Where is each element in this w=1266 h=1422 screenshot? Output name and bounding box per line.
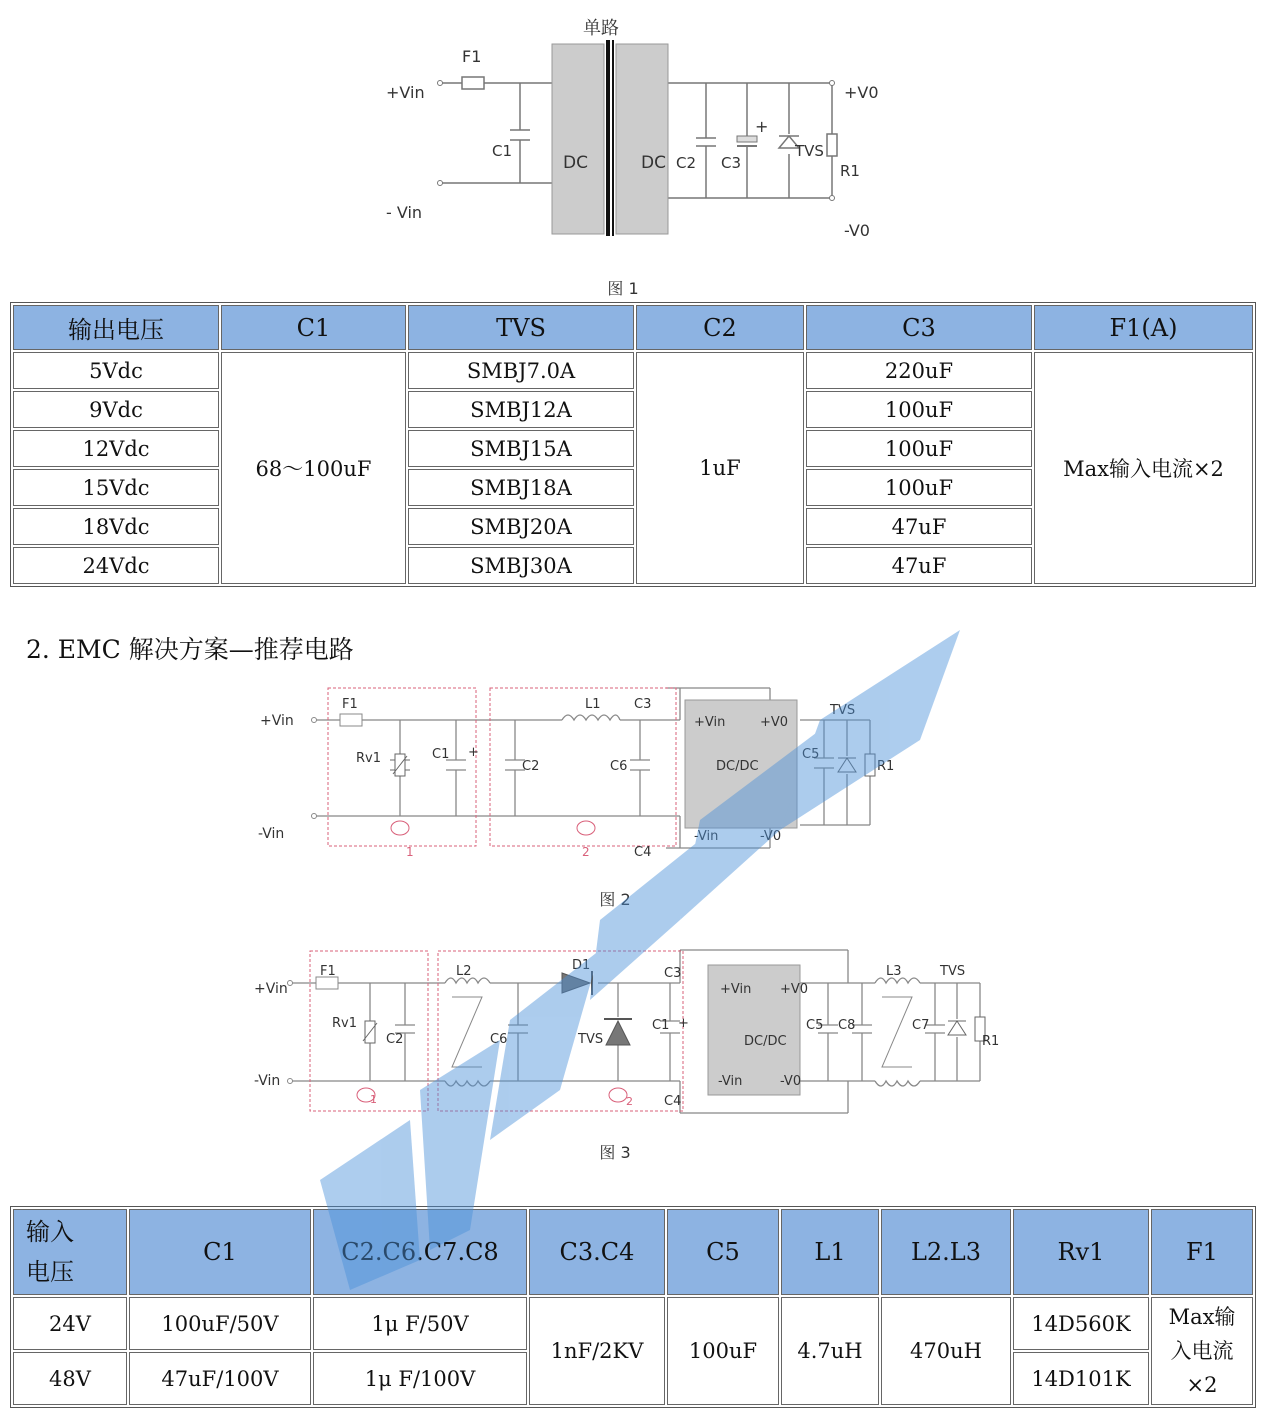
fig3-c4: C4: [664, 1094, 682, 1109]
table2-header-c5: C5: [667, 1209, 779, 1295]
table2-header-rv1: Rv1: [1013, 1209, 1149, 1295]
table1-tvs-cell: SMBJ18A: [408, 469, 634, 506]
table2-voltage-cell: 48V: [13, 1352, 127, 1405]
fig2-c1-plus: +: [468, 745, 479, 760]
fig1-vin-plus-label: +Vin: [386, 83, 425, 102]
table1-c3-cell: 100uF: [806, 469, 1032, 506]
table1-header-tvs: TVS: [408, 305, 634, 350]
table2-voltage-cell: 24V: [13, 1297, 127, 1350]
table1-voltage-cell: 18Vdc: [13, 508, 219, 545]
output-parameter-table: [10, 302, 1256, 587]
table2-rv1-cell: 14D560K: [1013, 1297, 1149, 1350]
figure1-schematic: [370, 10, 890, 250]
table1-voltage-cell: 12Vdc: [13, 430, 219, 467]
fig3-c8: C8: [838, 1018, 856, 1033]
fig3-block2-label: 2: [626, 1095, 633, 1108]
fig2-c1: C1: [432, 747, 450, 762]
emc-component-table: [10, 1206, 1256, 1408]
table2-header-c3c4: C3.C4: [529, 1209, 665, 1295]
table1-header-c3: C3: [806, 305, 1032, 350]
table1-tvs-cell: SMBJ15A: [408, 430, 634, 467]
table1-header-c1: C1: [221, 305, 406, 350]
fig2-vin-plus: +Vin: [260, 713, 294, 729]
fig3-r1: R1: [982, 1034, 1000, 1049]
table1-header-c2: C2: [636, 305, 804, 350]
fig2-c3: C3: [634, 697, 652, 712]
table1-voltage-cell: 5Vdc: [13, 352, 219, 389]
fig1-tvs-label: TVS: [795, 142, 824, 160]
fig3-vin-plus: +Vin: [254, 981, 288, 997]
table2-c2678-cell: 1μ F/50V: [313, 1297, 527, 1350]
fig2-dc-vin-minus: -Vin: [694, 829, 719, 844]
fig3-dc-vin-plus: +Vin: [720, 982, 752, 997]
table2-c1-cell: 100uF/50V: [129, 1297, 311, 1350]
fig2-tvs: TVS: [830, 703, 856, 718]
fig3-c6: C6: [490, 1032, 508, 1047]
table2-l2l3-cell: 470uH: [881, 1297, 1011, 1405]
fig1-c1-label: C1: [492, 142, 513, 160]
fig3-c1: C1: [652, 1018, 670, 1033]
fig2-dc-label: DC/DC: [716, 759, 759, 774]
table1-voltage-cell: 9Vdc: [13, 391, 219, 428]
fig3-l3: L3: [886, 964, 902, 979]
fig3-c2: C2: [386, 1032, 404, 1047]
fig1-dc-left: DC: [563, 153, 588, 173]
fig3-c7: C7: [912, 1018, 930, 1033]
fig1-c2-label: C2: [676, 154, 697, 172]
fig2-c4: C4: [634, 845, 652, 860]
table-row: [13, 352, 1253, 389]
figure3-schematic: [250, 945, 1010, 1120]
fig3-l2: L2: [456, 964, 472, 979]
fig1-r1-label: R1: [840, 162, 860, 180]
fig1-vo-minus-label: -V0: [844, 221, 870, 240]
fig1-dc-right: DC: [641, 153, 666, 173]
fig3-tvs-in: TVS: [578, 1032, 604, 1047]
fig3-vin-minus: -Vin: [254, 1073, 281, 1089]
fig3-dc-vo-minus: -V0: [780, 1074, 802, 1089]
table1-voltage-cell: 15Vdc: [13, 469, 219, 506]
table2-header-l1: L1: [781, 1209, 879, 1295]
fig2-block2-label: 2: [582, 845, 590, 859]
table2-rv1-cell: 14D101K: [1013, 1352, 1149, 1405]
fig3-tvs-out: TVS: [940, 964, 966, 979]
table1-voltage-cell: 24Vdc: [13, 547, 219, 584]
fig1-c3-label: C3: [721, 154, 742, 172]
fig1-f1-label: F1: [462, 47, 482, 66]
fig3-f1: F1: [320, 964, 336, 979]
table2-c2678-cell: 1μ F/100V: [313, 1352, 527, 1405]
table1-header-f1: F1(A): [1034, 305, 1253, 350]
fig3-dc-vin-minus: -Vin: [718, 1074, 743, 1089]
fig1-vin-minus-label: - Vin: [386, 203, 423, 222]
fig1-vo-plus-label: +V0: [844, 83, 879, 102]
fig2-r1: R1: [877, 759, 895, 774]
fig2-rv1: Rv1: [356, 751, 381, 766]
table1-tvs-cell: SMBJ30A: [408, 547, 634, 584]
table2-c5-cell: 100uF: [667, 1297, 779, 1405]
fig3-dc-vo-plus: +V0: [780, 982, 809, 997]
fig2-dc-vin-plus: +Vin: [694, 715, 726, 730]
fig3-c1-plus: +: [678, 1016, 689, 1031]
table2-header-voltage: 输入 电压: [13, 1209, 127, 1295]
fig3-c3: C3: [664, 966, 682, 981]
table1-c2-cell: 1uF: [636, 352, 804, 584]
table1-c3-cell: 47uF: [806, 547, 1032, 584]
table1-c3-cell: 100uF: [806, 391, 1032, 428]
figure1-caption: 图 1: [607, 279, 639, 298]
fig2-c6: C6: [610, 759, 628, 774]
table1-c3-cell: 47uF: [806, 508, 1032, 545]
table2-header-f1: F1: [1151, 1209, 1253, 1295]
section-title: 2. EMC 解决方案—推荐电路: [26, 635, 354, 664]
table1-tvs-cell: SMBJ20A: [408, 508, 634, 545]
table1-tvs-cell: SMBJ12A: [408, 391, 634, 428]
fig3-rv1: Rv1: [332, 1016, 357, 1031]
fig1-c3-plus: +: [755, 117, 769, 136]
table2-c1-cell: 47uF/100V: [129, 1352, 311, 1405]
table1-header-voltage: 输出电压: [13, 305, 219, 350]
fig2-block1-label: 1: [406, 845, 414, 859]
table2-header-c1: C1: [129, 1209, 311, 1295]
fig3-block1-label: 1: [370, 1093, 377, 1106]
fig2-vin-minus: -Vin: [258, 826, 285, 842]
figure2-caption: 图 2: [599, 890, 631, 909]
table1-c1-cell: 68～100uF: [221, 352, 406, 584]
table2-header-l2l3: L2.L3: [881, 1209, 1011, 1295]
fig3-dc-label: DC/DC: [744, 1034, 787, 1049]
table1-f1-cell: Max输入电流×2: [1034, 352, 1253, 584]
fig2-l1: L1: [585, 697, 601, 712]
table-row: [13, 1297, 1253, 1350]
fig2-dc-vo-plus: +V0: [760, 715, 789, 730]
table2-header-c2678: C2.C6.C7.C8: [313, 1209, 527, 1295]
figure2-schematic: [250, 680, 895, 870]
table2-f1-cell: Max输 入电流 ×2: [1151, 1297, 1253, 1405]
fig3-d1: D1: [572, 958, 591, 973]
table1-header-row: [13, 305, 1253, 350]
table1-c3-cell: 220uF: [806, 352, 1032, 389]
fig2-c2: C2: [522, 759, 540, 774]
table2-c3c4-cell: 1nF/2KV: [529, 1297, 665, 1405]
fig2-dc-vo-minus: -V0: [760, 829, 782, 844]
table1-c3-cell: 100uF: [806, 430, 1032, 467]
table2-l1-cell: 4.7uH: [781, 1297, 879, 1405]
table1-tvs-cell: SMBJ7.0A: [408, 352, 634, 389]
fig3-c5: C5: [806, 1018, 824, 1033]
table2-header-row: [13, 1209, 1253, 1295]
fig1-title: 单路: [583, 18, 619, 39]
figure3-caption: 图 3: [599, 1143, 631, 1162]
fig2-f1: F1: [342, 697, 358, 712]
fig2-c5: C5: [802, 747, 820, 762]
